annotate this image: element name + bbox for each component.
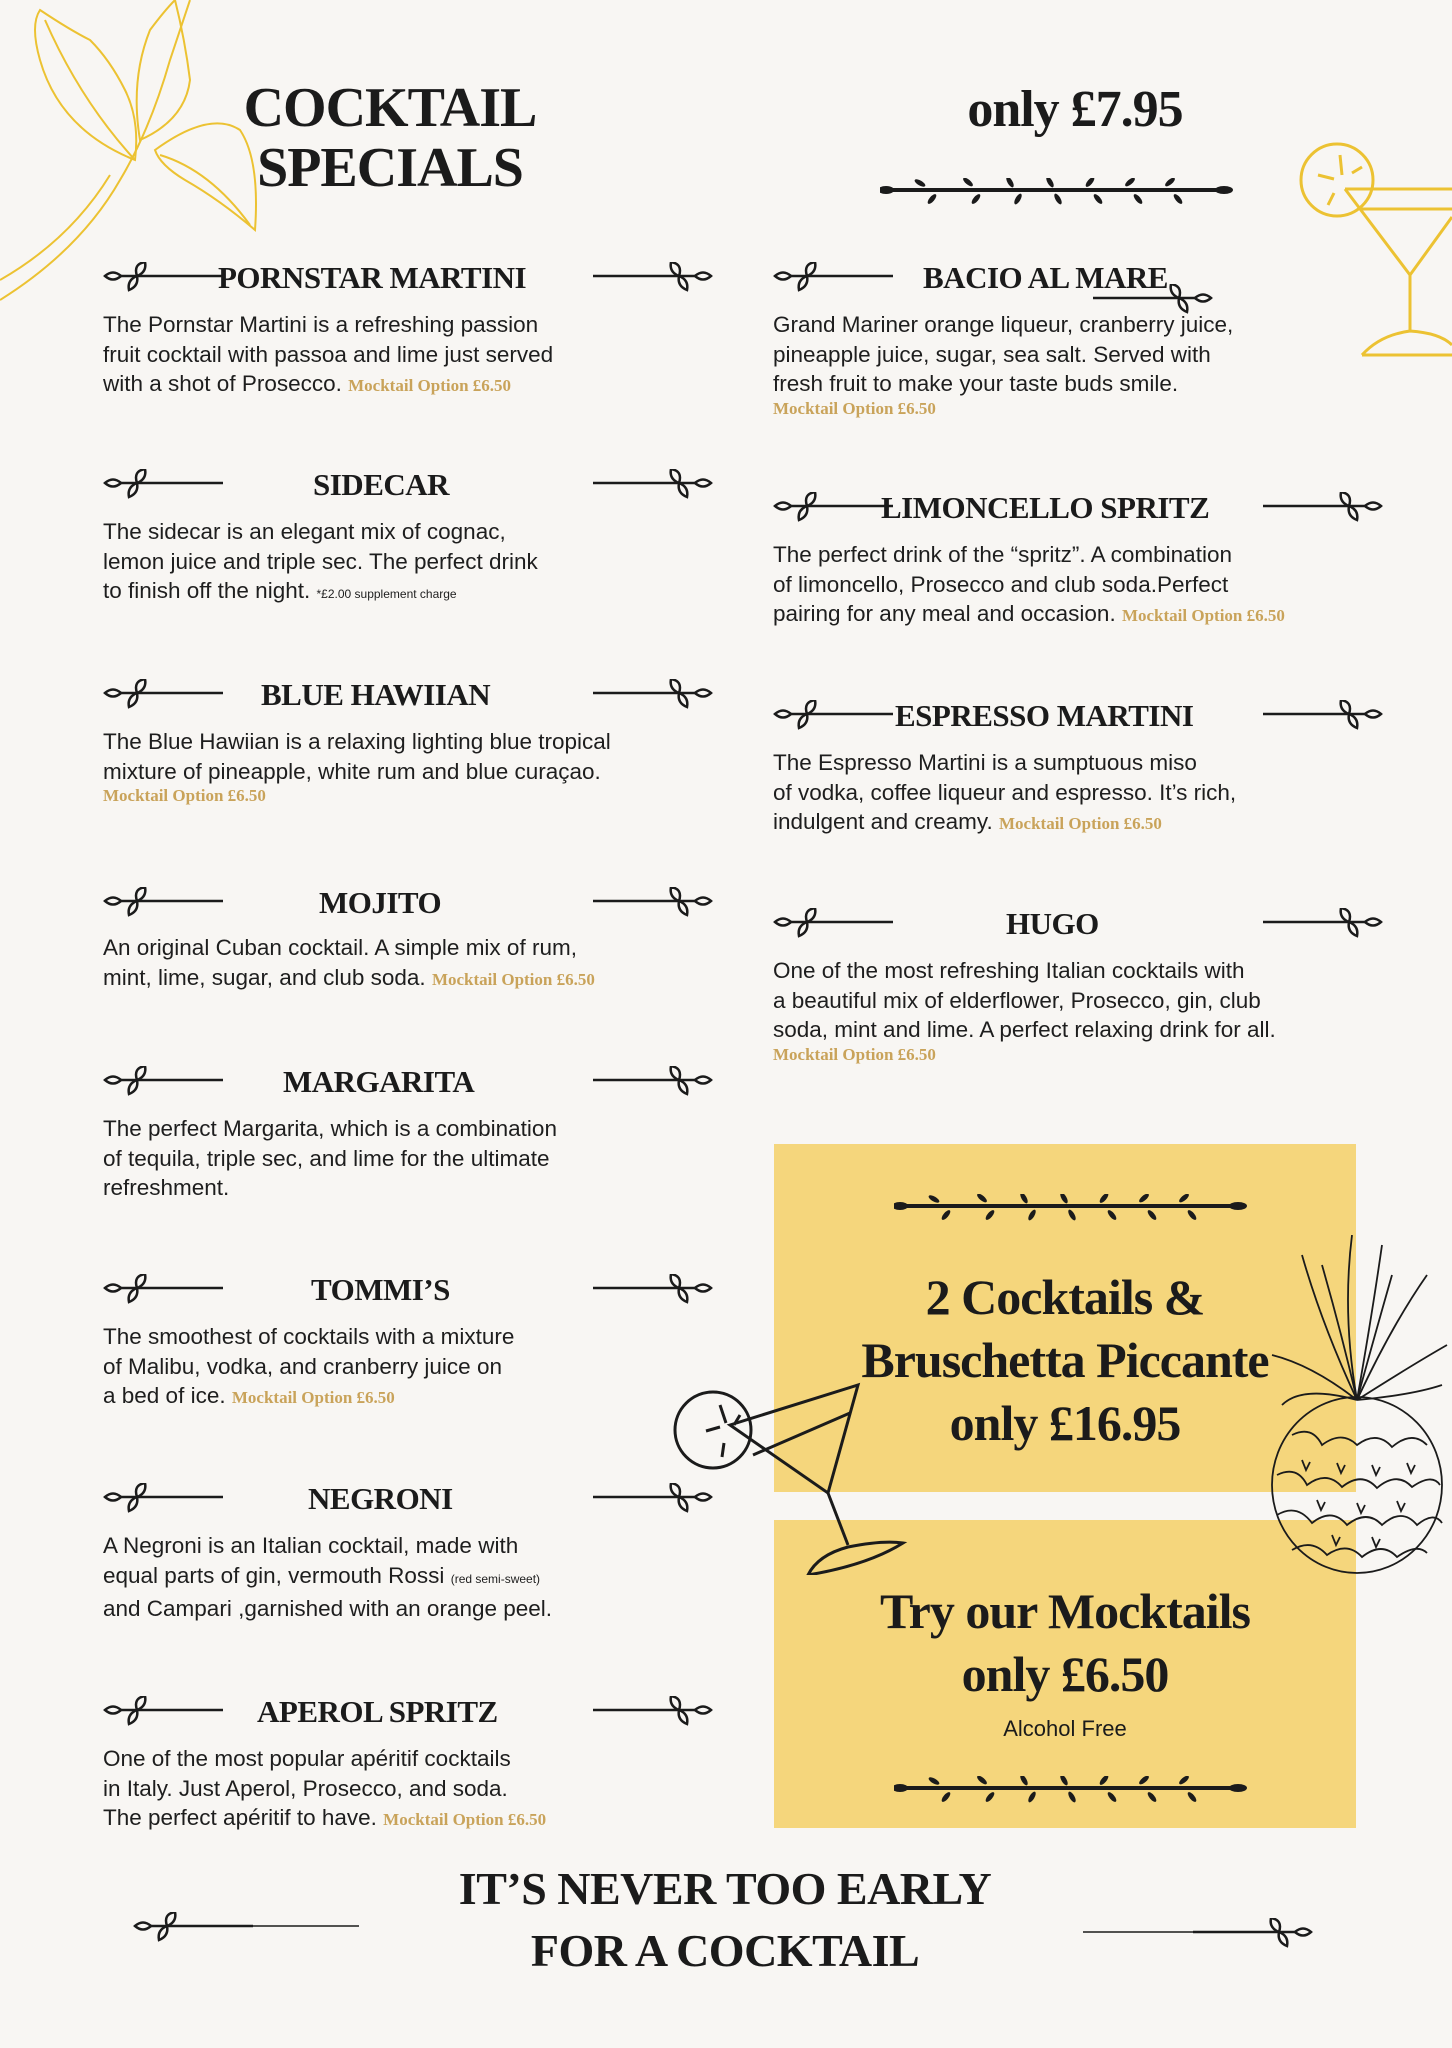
item-name: NEGRONI	[308, 1481, 453, 1516]
menu-item-tommis	[103, 1268, 673, 1413]
vine-divider-icon	[880, 178, 1236, 206]
menu-item-espresso-martini	[773, 694, 1353, 839]
sprig-ornament-icon	[103, 1274, 243, 1304]
sprig-ornament-icon	[573, 679, 713, 709]
item-description: The smoothest of cocktails with a mixture of Malibu, vodka, and cranberry juice on a bed of ice. Mocktail Option £6.50	[103, 1324, 515, 1408]
menu-item-blue-hawiian	[103, 673, 673, 806]
martini-glass-illustration	[668, 1375, 908, 1575]
sprig-ornament-icon	[103, 887, 243, 917]
alcohol-free-label: Alcohol Free	[1003, 1716, 1127, 1741]
sprig-ornament-icon	[103, 1483, 243, 1513]
sprig-ornament-icon	[1083, 1918, 1313, 1948]
footer-tagline: IT’S NEVER TOO EARLY FOR A COCKTAIL	[458, 1863, 992, 1976]
item-description: The Pornstar Martini is a refreshing passion fruit cocktail with passoa and lime just served with a shot of Prosecco. Mocktail Option £6.50	[103, 312, 554, 396]
menu-item-sidecar	[103, 463, 673, 610]
item-description: An original Cuban cocktail. A simple mix of rum, mint, lime, sugar, and club soda. Mocktail Option £6.50	[103, 935, 595, 990]
item-name: MARGARITA	[283, 1064, 475, 1099]
item-name: LIMONCELLO SPRITZ	[881, 490, 1210, 525]
item-description: The sidecar is an elegant mix of cognac, lemon juice and triple sec. The perfect drink to finish off the night. *£2.00 supplement charge	[103, 519, 538, 603]
item-name: HUGO	[1006, 906, 1099, 941]
item-description: The Blue Hawiian is a relaxing lighting blue tropical mixture of pineapple, white rum and blue curaçao. Mocktail Option £6.50	[103, 727, 673, 806]
item-name: SIDECAR	[313, 467, 450, 502]
item-description: The Espresso Martini is a sumptuous miso of vodka, coffee liqueur and espresso. It’s rich, indulgent and creamy. Mocktail Option £6.50	[773, 750, 1237, 834]
item-description: The perfect drink of the “spritz”. A combination of limoncello, Prosecco and club soda.Perfect pairing for any meal and occasion. Mocktail Option £6.50	[773, 542, 1285, 626]
sprig-ornament-icon	[1243, 492, 1383, 522]
vine-divider-icon	[894, 1194, 1250, 1222]
page-title: COCKTAIL SPECIALS	[243, 77, 537, 199]
item-name: MOJITO	[319, 885, 442, 920]
sprig-ornament-icon	[1183, 908, 1383, 938]
sprig-ornament-icon	[103, 1066, 243, 1096]
sprig-ornament-icon	[973, 284, 1213, 314]
mocktail-option: Mocktail Option £6.50	[431, 969, 595, 989]
mocktail-option: Mocktail Option £6.50	[998, 814, 1162, 833]
item-name: TOMMI’S	[311, 1272, 450, 1307]
item-name: BACIO AL MARE	[923, 260, 1168, 295]
menu-item-pornstar-martini	[103, 256, 673, 401]
item-description: A Negroni is an Italian cocktail, made with equal parts of gin, vermouth Rossi (red semi-sweet) and Campari ,garnished with an orange peel.	[103, 1533, 553, 1621]
sprig-ornament-icon	[103, 679, 243, 709]
mocktail-option: Mocktail Option £6.50	[773, 1044, 936, 1064]
mocktail-option: Mocktail Option £6.50	[383, 1810, 547, 1829]
item-name: APEROL SPRITZ	[257, 1694, 498, 1729]
item-name: ESPRESSO MARTINI	[895, 698, 1194, 733]
pineapple-illustration	[1262, 1235, 1452, 1575]
menu-item-limoncello-spritz	[773, 486, 1353, 631]
header-price: only £7.95	[967, 81, 1183, 138]
vine-divider-icon	[894, 1776, 1250, 1804]
promo-mocktails-panel: Try our Mocktails only £6.50 Alcohol Free	[774, 1520, 1356, 1828]
mocktail-option: Mocktail Option £6.50	[231, 1388, 395, 1407]
menu-item-negroni	[103, 1477, 673, 1624]
sprig-ornament-icon	[1243, 700, 1383, 730]
sprig-ornament-icon	[133, 1912, 363, 1942]
mocktail-option: Mocktail Option £6.50	[103, 786, 266, 805]
mocktail-option: Mocktail Option £6.50	[773, 398, 936, 418]
sprig-ornament-icon	[773, 262, 913, 292]
menu-item-hugo	[773, 902, 1353, 1065]
sprig-ornament-icon	[773, 700, 913, 730]
menu-item-mojito	[103, 881, 673, 994]
item-description: One of the most refreshing Italian cocktails with a beautiful mix of elderflower, Prosecco, gin, club soda, mint and lime. A perfect relaxing drink for all. Mocktail Option £6.50	[773, 956, 1353, 1065]
item-description: The perfect Margarita, which is a combination of tequila, triple sec, and lime for the ultimate refreshment.	[103, 1116, 557, 1200]
sprig-ornament-icon	[533, 469, 713, 499]
sprig-ornament-icon	[553, 1696, 713, 1726]
mocktail-option: Mocktail Option £6.50	[1121, 606, 1285, 625]
supplement-note: *£2.00 supplement charge	[316, 587, 457, 601]
sprig-ornament-icon	[533, 887, 713, 917]
item-description: Grand Mariner orange liqueur, cranberry juice, pineapple juice, sugar, sea salt. Served with fresh fruit to make your taste buds smile. Mocktail Option £6.50	[773, 310, 1353, 419]
mocktail-option: Mocktail Option £6.50	[348, 376, 512, 395]
sprig-ornament-icon	[103, 469, 243, 499]
sprig-ornament-icon	[533, 1066, 713, 1096]
vermouth-note: (red semi-sweet)	[450, 1571, 541, 1586]
sprig-ornament-icon	[773, 908, 933, 938]
item-description: One of the most popular apéritif cocktails in Italy. Just Aperol, Prosecco, and soda. The perfect apéritif to have. Mocktail Option £6.50	[103, 1746, 547, 1830]
promo-deal-panel: 2 Cocktails & Bruschetta Piccante only £16.95	[774, 1144, 1356, 1492]
sprig-ornament-icon	[533, 1274, 713, 1304]
sprig-ornament-icon	[573, 262, 713, 292]
item-name: BLUE HAWIIAN	[261, 677, 491, 712]
menu-item-bacio-al-mare	[773, 256, 1353, 419]
sprig-ornament-icon	[103, 1696, 243, 1726]
menu-item-margarita	[103, 1060, 673, 1203]
item-name: PORNSTAR MARTINI	[218, 260, 527, 295]
menu-item-aperol-spritz	[103, 1690, 673, 1835]
